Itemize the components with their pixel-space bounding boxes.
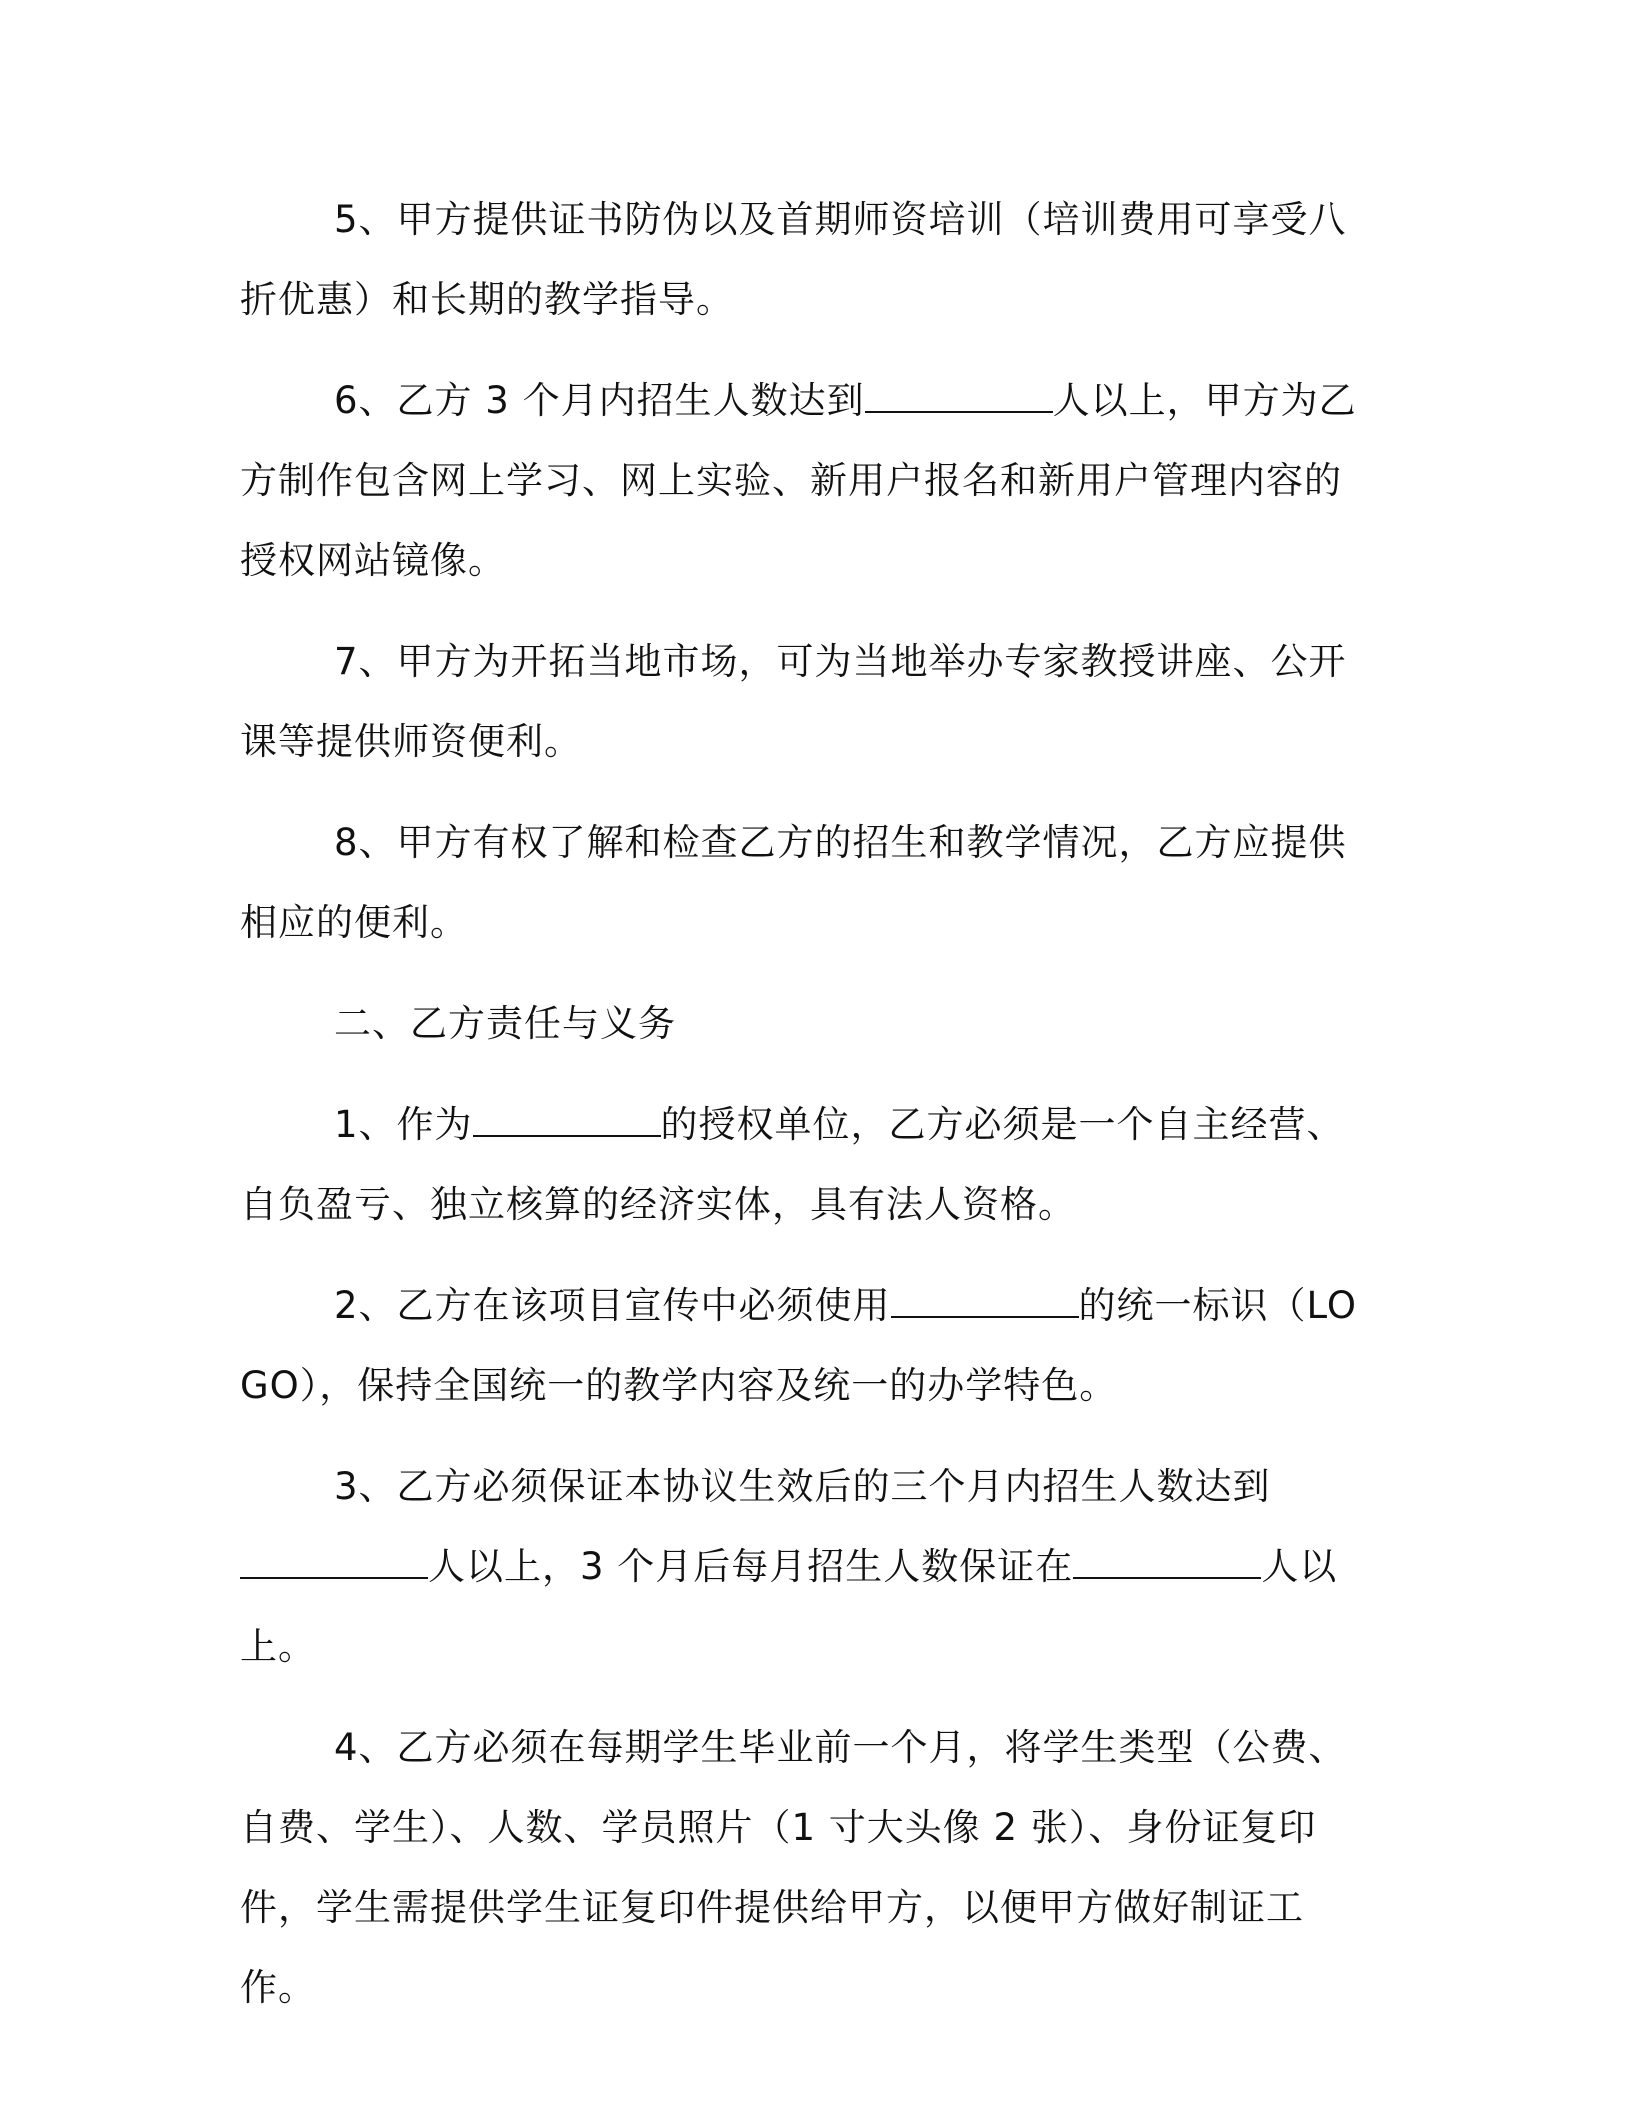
clause-b3-text-after: 人以上。	[240, 1545, 1338, 1668]
section-heading	[240, 984, 1372, 1064]
clause-b1-text-after: 的授权单位，乙方必须是一个自主经营、自负盈亏、独立核算的经济实体，具有法人资格。	[240, 1103, 1345, 1226]
fill-blank[interactable]	[473, 1105, 661, 1137]
clause-b3	[240, 1447, 1372, 1687]
clause-b3-text-before: 3、乙方必须保证本协议生效后的三个月内招生人数达到	[334, 1465, 1271, 1508]
clause-b3-text-middle: 人以上，3 个月后每月招生人数保证在	[428, 1545, 1074, 1588]
clause-a6	[240, 361, 1372, 601]
clause-a6-text-before: 6、乙方 3 个月内招生人数达到	[334, 379, 865, 422]
clause-b2-text-before: 2、乙方在该项目宣传中必须使用	[334, 1284, 891, 1327]
clause-b1-text-before: 1、作为	[334, 1103, 473, 1146]
section-heading-text: 二、乙方责任与义务	[334, 1002, 676, 1045]
clause-b2	[240, 1266, 1372, 1426]
clause-a5-text: 5、甲方提供证书防伪以及首期师资培训（培训费用可享受八折优惠）和长期的教学指导。	[240, 198, 1347, 321]
clause-a8-text: 8、甲方有权了解和检查乙方的招生和教学情况，乙方应提供相应的便利。	[240, 821, 1347, 944]
clause-b1	[240, 1085, 1372, 1245]
fill-blank[interactable]	[1073, 1547, 1261, 1579]
fill-blank[interactable]	[865, 381, 1053, 413]
fill-blank[interactable]	[891, 1286, 1079, 1318]
clause-a6-text-after: 人以上，甲方为乙方制作包含网上学习、网上实验、新用户报名和新用户管理内容的授权网站镜像。	[240, 379, 1357, 582]
clause-b2-text-after: 的统一标识（LOGO），保持全国统一的教学内容及统一的办学特色。	[240, 1284, 1357, 1407]
fill-blank[interactable]	[240, 1547, 428, 1579]
clause-b4	[240, 1708, 1372, 2028]
clause-a7-text: 7、甲方为开拓当地市场，可为当地举办专家教授讲座、公开课等提供师资便利。	[240, 640, 1347, 763]
clause-a5	[240, 180, 1372, 340]
clause-b4-text: 4、乙方必须在每期学生毕业前一个月，将学生类型（公费、自费、学生）、人数、学员照片（1 寸大头像 2 张）、身份证复印件，学生需提供学生证复印件提供给甲方，以便甲方做好制证工作。	[240, 1726, 1347, 2009]
clause-a8	[240, 803, 1372, 963]
clause-a7	[240, 622, 1372, 782]
document-page	[240, 180, 1372, 2049]
